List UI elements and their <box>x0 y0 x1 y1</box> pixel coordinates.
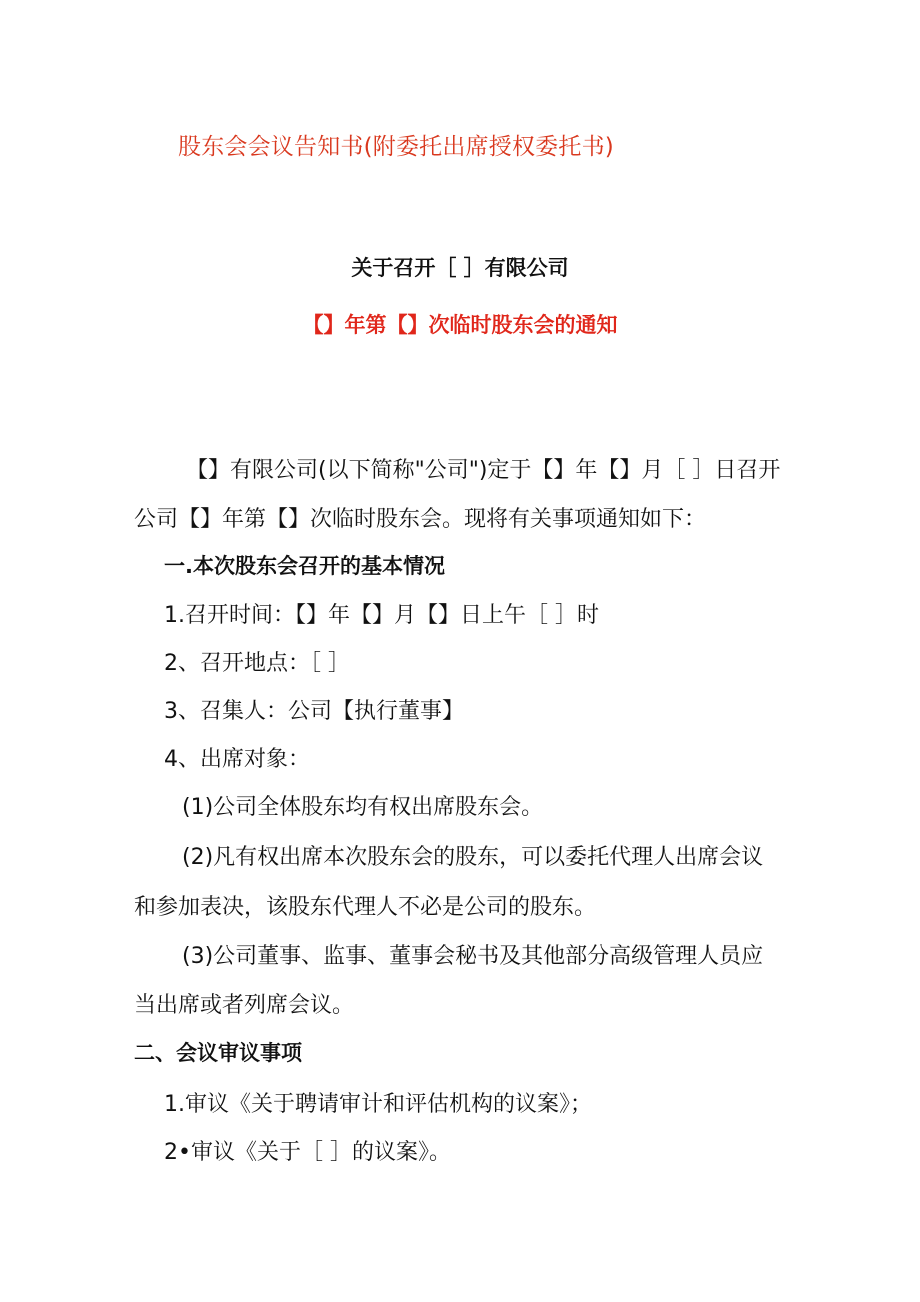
attendees-sub-2-line1: (2)凡有权出席本次股东会的股东，可以委托代理人出席会议 <box>182 845 764 870</box>
section1-item-convener: 3、召集人：公司【执行董事】 <box>164 699 464 724</box>
section1-title: 一.本次股东会召开的基本情况 <box>164 554 445 578</box>
attendees-sub-2-line2: 和参加表决，该股东代理人不必是公司的股东。 <box>134 895 597 920</box>
attendees-sub-3-line1: (3)公司董事、监事、董事会秘书及其他部分高级管理人员应 <box>182 944 764 969</box>
document-title: 股东会会议告知书(附委托出席授权委托书) <box>178 134 614 160</box>
section2-item-1: 1.审议《关于聘请审计和评估机构的议案》； <box>164 1092 592 1117</box>
section1-item-location: 2、召开地点：［ ］ <box>164 651 350 676</box>
notice-heading-line2: 【】年第【】次临时股东会的通知 <box>302 313 618 337</box>
section1-item-attendees: 4、出席对象： <box>164 747 310 772</box>
notice-heading-line1: 关于召开［ ］有限公司 <box>351 256 569 280</box>
attendees-sub-1: (1)公司全体股东均有权出席股东会。 <box>182 795 544 820</box>
section2-title: 二、会议审议事项 <box>134 1041 302 1065</box>
intro-line-2: 公司【】年第【】次临时股东会。现将有关事项通知如下： <box>134 507 707 532</box>
section2-item-2: 2•审议《关于［ ］的议案》。 <box>164 1140 451 1165</box>
intro-line-1: 【】有限公司(以下简称"公司")定于【】年【】月［ ］日召开 <box>186 458 781 483</box>
attendees-sub-3-line2: 当出席或者列席会议。 <box>134 993 355 1018</box>
section1-item-time: 1.召开时间：【】年【】月【】日上午［ ］时 <box>164 603 599 628</box>
